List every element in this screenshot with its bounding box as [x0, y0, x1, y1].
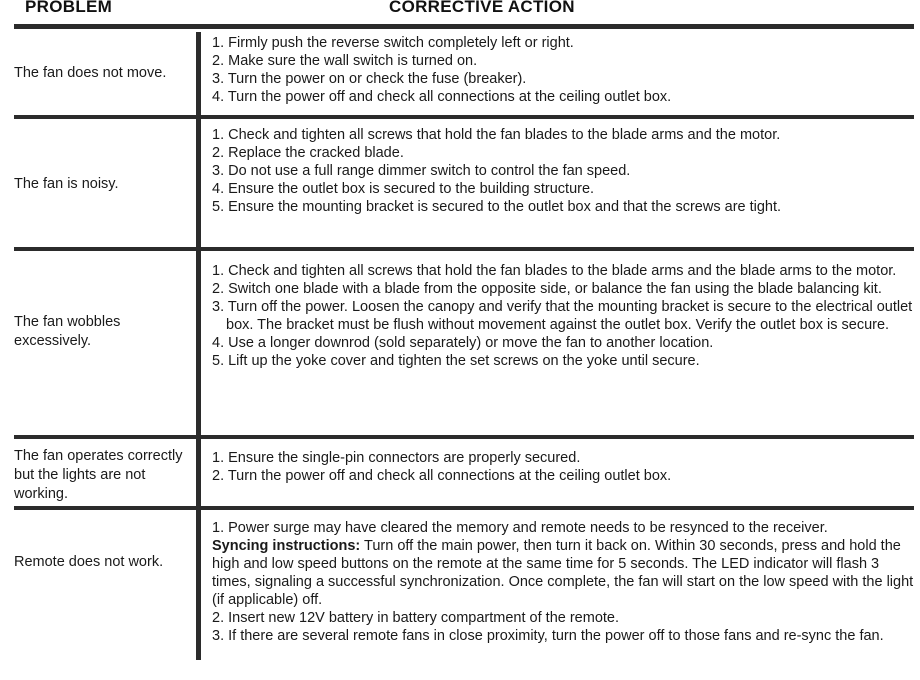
action-item: 2. Turn the power off and check all connections at the ceiling outlet box.: [212, 468, 672, 484]
action-item: 1. Ensure the single-pin connectors are properly secured.: [212, 450, 581, 466]
action-item: 3. Do not use a full range dimmer switch to control the fan speed.: [212, 163, 631, 179]
syncing-instructions-label: Syncing instructions:: [212, 538, 361, 554]
column-divider: [196, 510, 201, 660]
action-item: 1. Power surge may have cleared the memory and remote needs to be resynced to the receiver.: [212, 520, 828, 536]
action-item: 2. Insert new 12V battery in battery compartment of the remote.: [212, 610, 620, 626]
problem-cell-lights-not-working: The fan operates correctly but the lights are not working.: [14, 448, 183, 502]
action-item: 5. Ensure the mounting bracket is secured to the outlet box and that the screws are tight.: [212, 199, 782, 215]
action-item: 1. Check and tighten all screws that hold the fan blades to the blade arms and the blade arms to the motor.: [212, 263, 897, 279]
row-divider: [14, 115, 914, 119]
action-item: 2. Make sure the wall switch is turned on.: [212, 53, 478, 69]
column-divider: [196, 32, 201, 115]
problem-column-header: PROBLEM: [25, 0, 113, 16]
problem-cell-fan-is-noisy: The fan is noisy.: [14, 176, 119, 192]
action-item: 2. Switch one blade with a blade from the opposite side, or balance the fan using the blade balancing kit.: [212, 281, 882, 297]
action-cell-fan-wobbles: [212, 262, 916, 370]
action-item: 1. Firmly push the reverse switch completely left or right.: [212, 35, 574, 51]
action-item: 3. If there are several remote fans in close proximity, turn the power off to those fans and re-sync the fan.: [212, 628, 884, 644]
syncing-instructions-text: Turn off the main power, then turn it back on. Within 30 seconds, press and hold the high and low speed buttons on the remote at the same time for 5 seconds. The LED indicator will flash 3 times, signaling a successful synchronization. Once complete, the fan will start on the low speed with the light (if applicable) off.: [212, 538, 914, 608]
action-cell-remote-does-not-work: [212, 519, 916, 645]
action-item: 3. Turn the power on or check the fuse (breaker).: [212, 71, 527, 87]
row-divider: [14, 247, 914, 251]
column-divider: [196, 119, 201, 247]
action-item: 4. Ensure the outlet box is secured to the building structure.: [212, 181, 595, 197]
action-cell-lights-not-working: [212, 449, 916, 485]
problem-cell-fan-does-not-move: The fan does not move.: [14, 65, 167, 81]
problem-cell-fan-wobbles: The fan wobbles excessively.: [14, 314, 121, 349]
column-divider: [196, 439, 201, 506]
action-cell-fan-is-noisy: [212, 126, 916, 216]
header-divider: [14, 24, 914, 29]
action-item: 2. Replace the cracked blade.: [212, 145, 404, 161]
corrective-action-column-header: CORRECTIVE ACTION: [389, 0, 575, 16]
problem-cell-remote-does-not-work: Remote does not work.: [14, 554, 164, 570]
action-item: 1. Check and tighten all screws that hold the fan blades to the blade arms and the motor.: [212, 127, 781, 143]
action-cell-fan-does-not-move: [212, 34, 916, 106]
column-divider: [196, 251, 201, 435]
action-item: 4. Turn the power off and check all connections at the ceiling outlet box.: [212, 89, 672, 105]
row-divider: [14, 435, 914, 439]
action-item: 3. Turn off the power. Loosen the canopy and verify that the mounting bracket is secure to the electrical outlet box. The bracket must be flush without movement against the outlet box. Verify the outlet box is secure.: [212, 299, 913, 333]
action-item: 5. Lift up the yoke cover and tighten the set screws on the yoke until secure.: [212, 353, 700, 369]
syncing-instructions: [212, 537, 916, 609]
row-divider: [14, 506, 914, 510]
action-item: 4. Use a longer downrod (sold separately) or move the fan to another location.: [212, 335, 714, 351]
